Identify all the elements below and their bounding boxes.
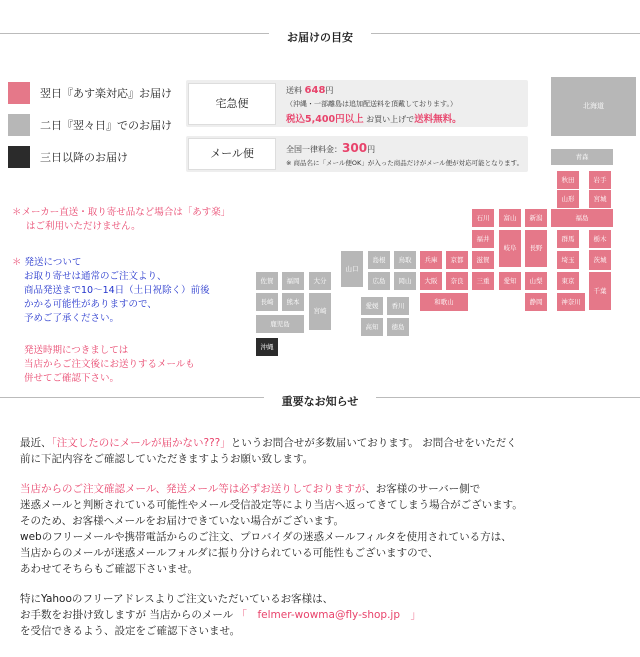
takkyubin-fee: 送料 648円 (286, 85, 334, 96)
pref-yamanashi: 山梨 (525, 272, 547, 290)
pref-osaka: 大阪 (420, 272, 442, 290)
mail-fee: 全国一律料金：300円 (286, 141, 376, 155)
legend-swatch-three-day (8, 146, 30, 168)
hasso-note: ＊ 発送について お取り寄せは通常のご注文より、 商品発送まで10〜14日（土日祝除く）前後 かかる可能性がありますので、 予めご了承ください。 (12, 257, 210, 324)
pref-kanagawa: 神奈川 (557, 293, 585, 311)
notice-line: 当店からのメールが迷惑メールフォルダに振り分けられている可能性もございますので、 (20, 547, 439, 559)
takkyubin-box (186, 80, 528, 127)
pref-nagano: 長野 (525, 230, 547, 267)
notice-line: を受信できるよう、設定をご確認下さいませ。 (20, 625, 241, 637)
pref-hiroshima: 広島 (368, 272, 390, 290)
notice-line: 前に下記内容をご確認していただきますようお願い致します。 (20, 453, 314, 465)
pref-ishikawa: 石川 (472, 209, 494, 227)
legend-swatch-two-day (8, 114, 30, 136)
pref-kumamoto: 熊本 (282, 293, 304, 311)
pref-tokushima: 徳島 (387, 318, 409, 336)
pref-ehime: 愛媛 (361, 297, 383, 315)
notice-line: 最近、「注文したのにメールが届かない???」というお問合せが多数届いております。 お問合せをいただく (20, 437, 517, 449)
mail-label: メール便 (188, 138, 276, 170)
pref-miyazaki: 宮崎 (309, 293, 331, 330)
maker-note: ＊メーカー直送・取り寄せ品など場合は「あす楽」 はご利用いただけません。 (12, 207, 231, 232)
pref-yamagata: 山形 (557, 190, 579, 208)
pref-fukuoka: 福岡 (282, 272, 304, 290)
legend-swatch-next-day (8, 82, 30, 104)
legend-label: 三日以降のお届け (40, 151, 128, 164)
pref-kyoto: 京都 (446, 251, 468, 269)
takkyubin-note: （沖縄・一部離島は追加配送料を頂戴しております。） (286, 100, 457, 108)
pref-nagasaki: 長崎 (256, 293, 278, 311)
pref-iwate: 岩手 (589, 171, 611, 189)
takkyubin-free-shipping: 税込5,400円以上 お買い上げで送料無料。 (286, 114, 462, 125)
pref-hokkaido: 北海道 (551, 77, 636, 136)
pref-fukui: 福井 (472, 230, 494, 248)
pref-tottori: 鳥取 (394, 251, 416, 269)
pref-shizuoka: 静岡 (525, 293, 547, 311)
notice-line: そのため、お客様へメールをお届けできていない場合がございます。 (20, 515, 345, 527)
notice-line: お手数をお掛け致しますが 当店からのメール 「 felmer-wowma@fly-shop.jp 」 (20, 609, 422, 621)
pref-aichi: 愛知 (499, 272, 521, 290)
legend-two-day (8, 114, 172, 136)
legend-label: 二日『翌々日』でのお届け (40, 119, 172, 132)
pref-tochigi: 栃木 (589, 230, 611, 248)
notice-line: 特にYahooのフリーアドレスよりご注文いただいているお客様は、 (20, 593, 334, 605)
hasso-title: 発送について (24, 257, 82, 268)
pref-shimane: 島根 (368, 251, 390, 269)
pref-niigata: 新潟 (525, 209, 547, 227)
pref-saga: 佐賀 (256, 272, 278, 290)
pref-shiga: 滋賀 (472, 251, 494, 269)
pref-gunma: 群馬 (557, 230, 579, 248)
pref-gifu: 岐阜 (499, 230, 521, 267)
pref-hyogo: 兵庫 (420, 251, 442, 269)
notice-line: あわせてそちらもご確認下さいませ。 (20, 563, 199, 575)
delivery-section-title: お届けの目安 (0, 26, 640, 40)
notice-line: 当店からのご注文確認メール、発送メール等は必ずお送りしておりますが、お客様のサーバー側で (20, 483, 481, 495)
notice-line: webのフリーメールや携帯電話からのご注文、プロバイダの迷惑メールフィルタを使用されている方は、 (20, 531, 512, 543)
pref-toyama: 富山 (499, 209, 521, 227)
pref-okayama: 岡山 (394, 272, 416, 290)
notice-section-title: 重要なお知らせ (0, 390, 640, 404)
pref-oita: 大分 (309, 272, 331, 290)
pref-mie: 三重 (472, 272, 494, 290)
mail-box (186, 136, 528, 172)
timing-note: 発送時期につきましては 当店からご注文後にお送りするメールも 併せてご確認下さい。 (24, 345, 195, 384)
pref-ibaraki: 茨城 (589, 250, 611, 270)
pref-okinawa: 沖縄 (256, 338, 278, 356)
pref-kochi: 高知 (361, 318, 383, 336)
pref-nara: 奈良 (446, 272, 468, 290)
pref-tokyo: 東京 (557, 272, 579, 290)
legend-three-day (8, 146, 128, 168)
pref-wakayama: 和歌山 (420, 293, 468, 311)
takkyubin-label: 宅急便 (188, 83, 276, 125)
pref-yamaguchi: 山口 (341, 251, 363, 287)
pref-kagoshima: 鹿児島 (256, 315, 304, 333)
contact-email[interactable]: 「 felmer-wowma@fly-shop.jp 」 (236, 609, 422, 621)
pref-akita: 秋田 (557, 171, 579, 189)
pref-miyagi: 宮城 (589, 190, 611, 208)
pref-saitama: 埼玉 (557, 251, 579, 269)
legend-next-day (8, 82, 172, 104)
notice-line: 迷惑メールと判断されている可能性やメール受信設定等により当店へ返ってきてしまう場合がございます。 (20, 499, 523, 511)
pref-chiba: 千葉 (589, 272, 611, 310)
pref-aomori: 青森 (551, 149, 613, 165)
pref-kagawa: 香川 (387, 297, 409, 315)
mail-note: ※ 商品名に「メール便OK」が入った商品だけがメール便が対応可能となります。 (286, 159, 524, 167)
legend-label: 翌日『あす楽対応』お届け (40, 87, 172, 100)
pref-fukushima: 福島 (551, 209, 613, 227)
